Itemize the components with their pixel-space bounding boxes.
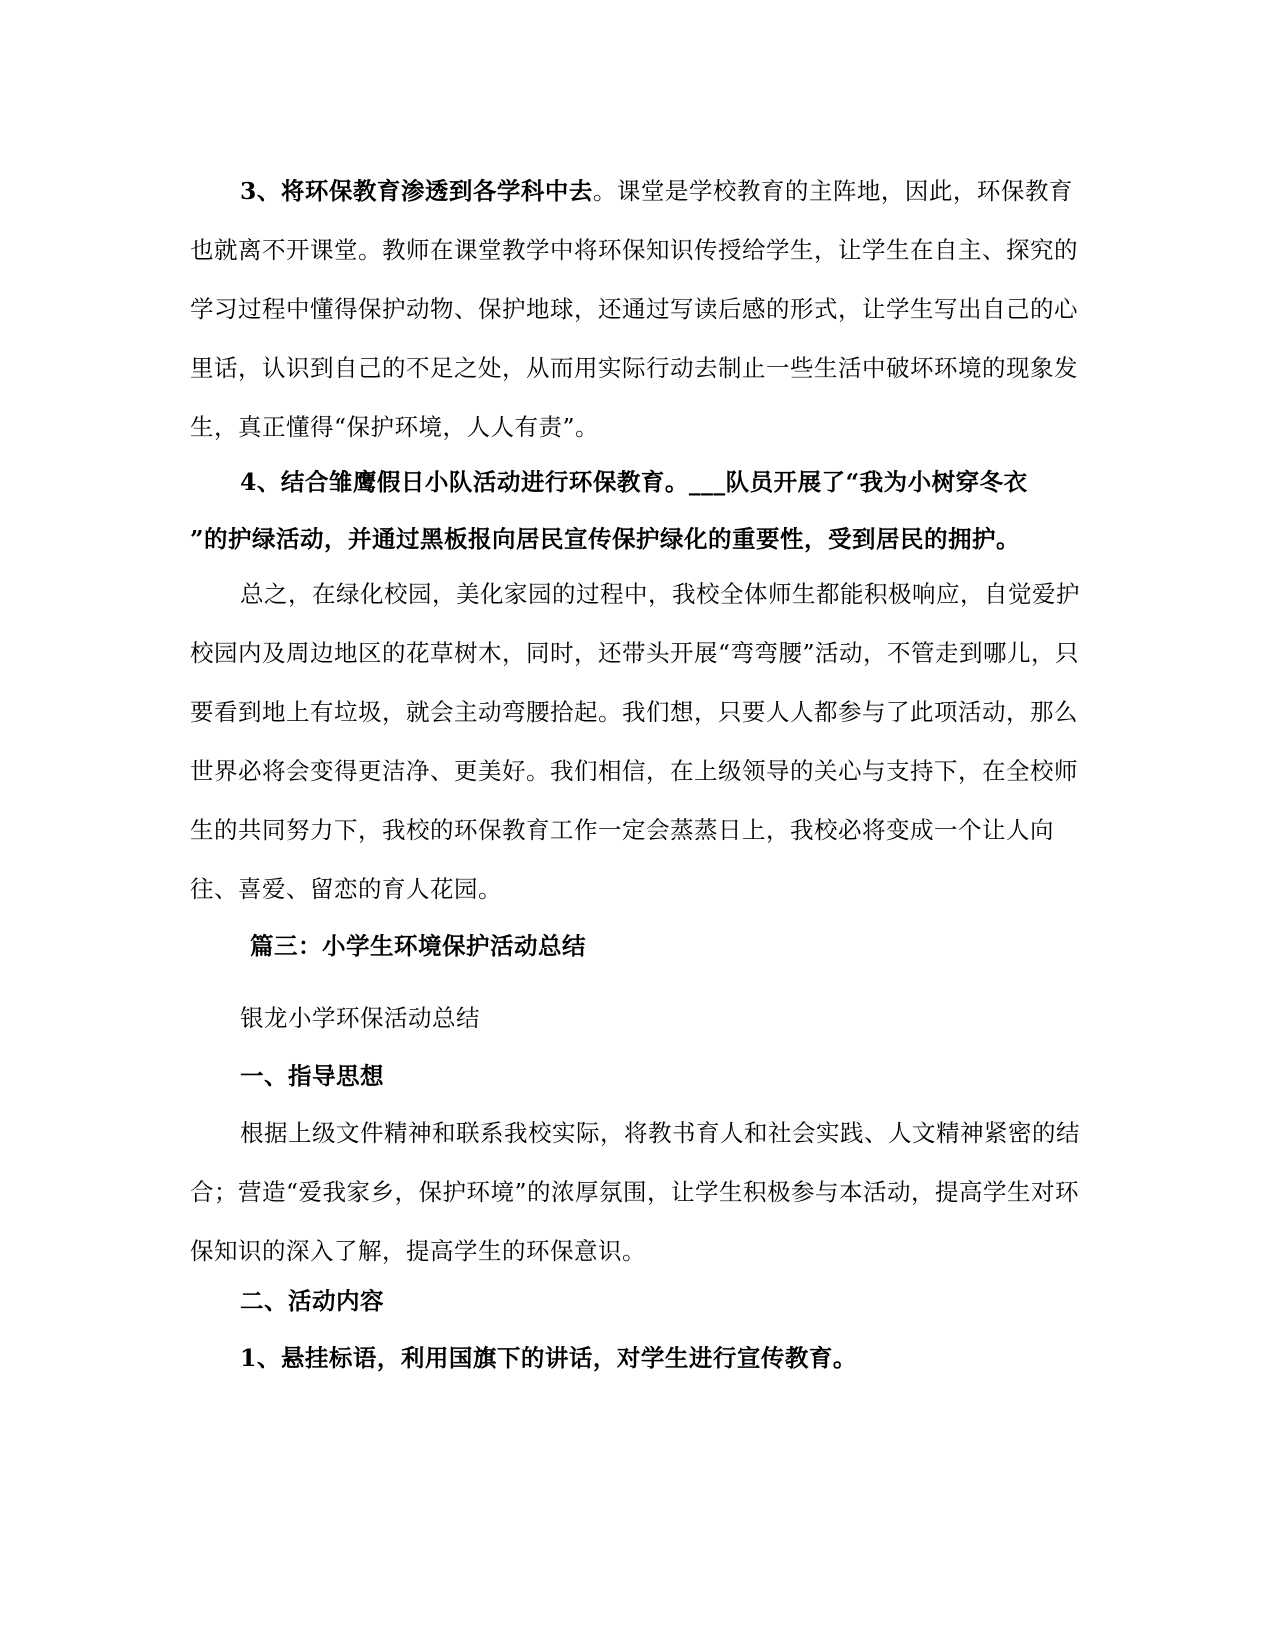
document-subtitle: 银龙小学环保活动总结: [240, 1004, 480, 1032]
paragraph-body: 。课堂是学校教育的主阵地，因此，环保教育也就离不开课堂。教师在课堂教学中将环保知识传授给学生，让学生在自主、探究的学习过程中懂得保护动物、保护地球，还通过写读后感的形式，让学生写出自己的心里话，认识到自己的不足之处，从而用实际行动去制止一些生活中破坏环境的现象发生，真正懂得“保护环境，人人有责”。: [190, 177, 1078, 441]
heading-activity-content: 二、活动内容: [240, 1287, 384, 1315]
paragraph-guiding-ideology: 根据上级文件精神和联系我校实际，将教书育人和社会实践、人文精神紧密的结合；营造“爱我家乡，保护环境”的浓厚氛围，让学生积极参与本活动，提高学生对环保知识的深入了解，提高学生的环保意识。: [190, 1119, 1080, 1265]
paragraph-lead-bold: 3、将环保教育渗透到各学科中去: [240, 177, 593, 205]
paragraph-summary: 总之，在绿化校园，美化家园的过程中，我校全体师生都能积极响应，自觉爱护校园内及周边地区的花草树木，同时，还带头开展“弯弯腰”活动，不管走到哪儿，只要看到地上有垃圾，就会主动弯腰拾起。我们想，只要人人都参与了此项活动，那么世界必将会变得更洁净、更美好。我们相信，在上级领导的关心与支持下，在全校师生的共同努力下，我校的环保教育工作一定会蒸蒸日上，我校必将变成一个让人向往、喜爱、留恋的育人花园。: [190, 580, 1080, 903]
paragraph-eagle-activity-line2: ”的护绿活动，并通过黑板报向居民宣传保护绿化的重要性，受到居民的拥护。: [190, 525, 1021, 553]
paragraph-subject-integration: [190, 162, 1088, 457]
list-item-banners: 1、悬挂标语，利用国旗下的讲话，对学生进行宣传教育。: [240, 1344, 857, 1372]
paragraph-eagle-activity-line1: 4、结合雏鹰假日小队活动进行环保教育。___队员开展了“我为小树穿冬衣: [240, 468, 1028, 496]
section-title: 篇三：小学生环境保护活动总结: [250, 932, 586, 960]
heading-guiding-ideology: 一、指导思想: [240, 1062, 384, 1090]
